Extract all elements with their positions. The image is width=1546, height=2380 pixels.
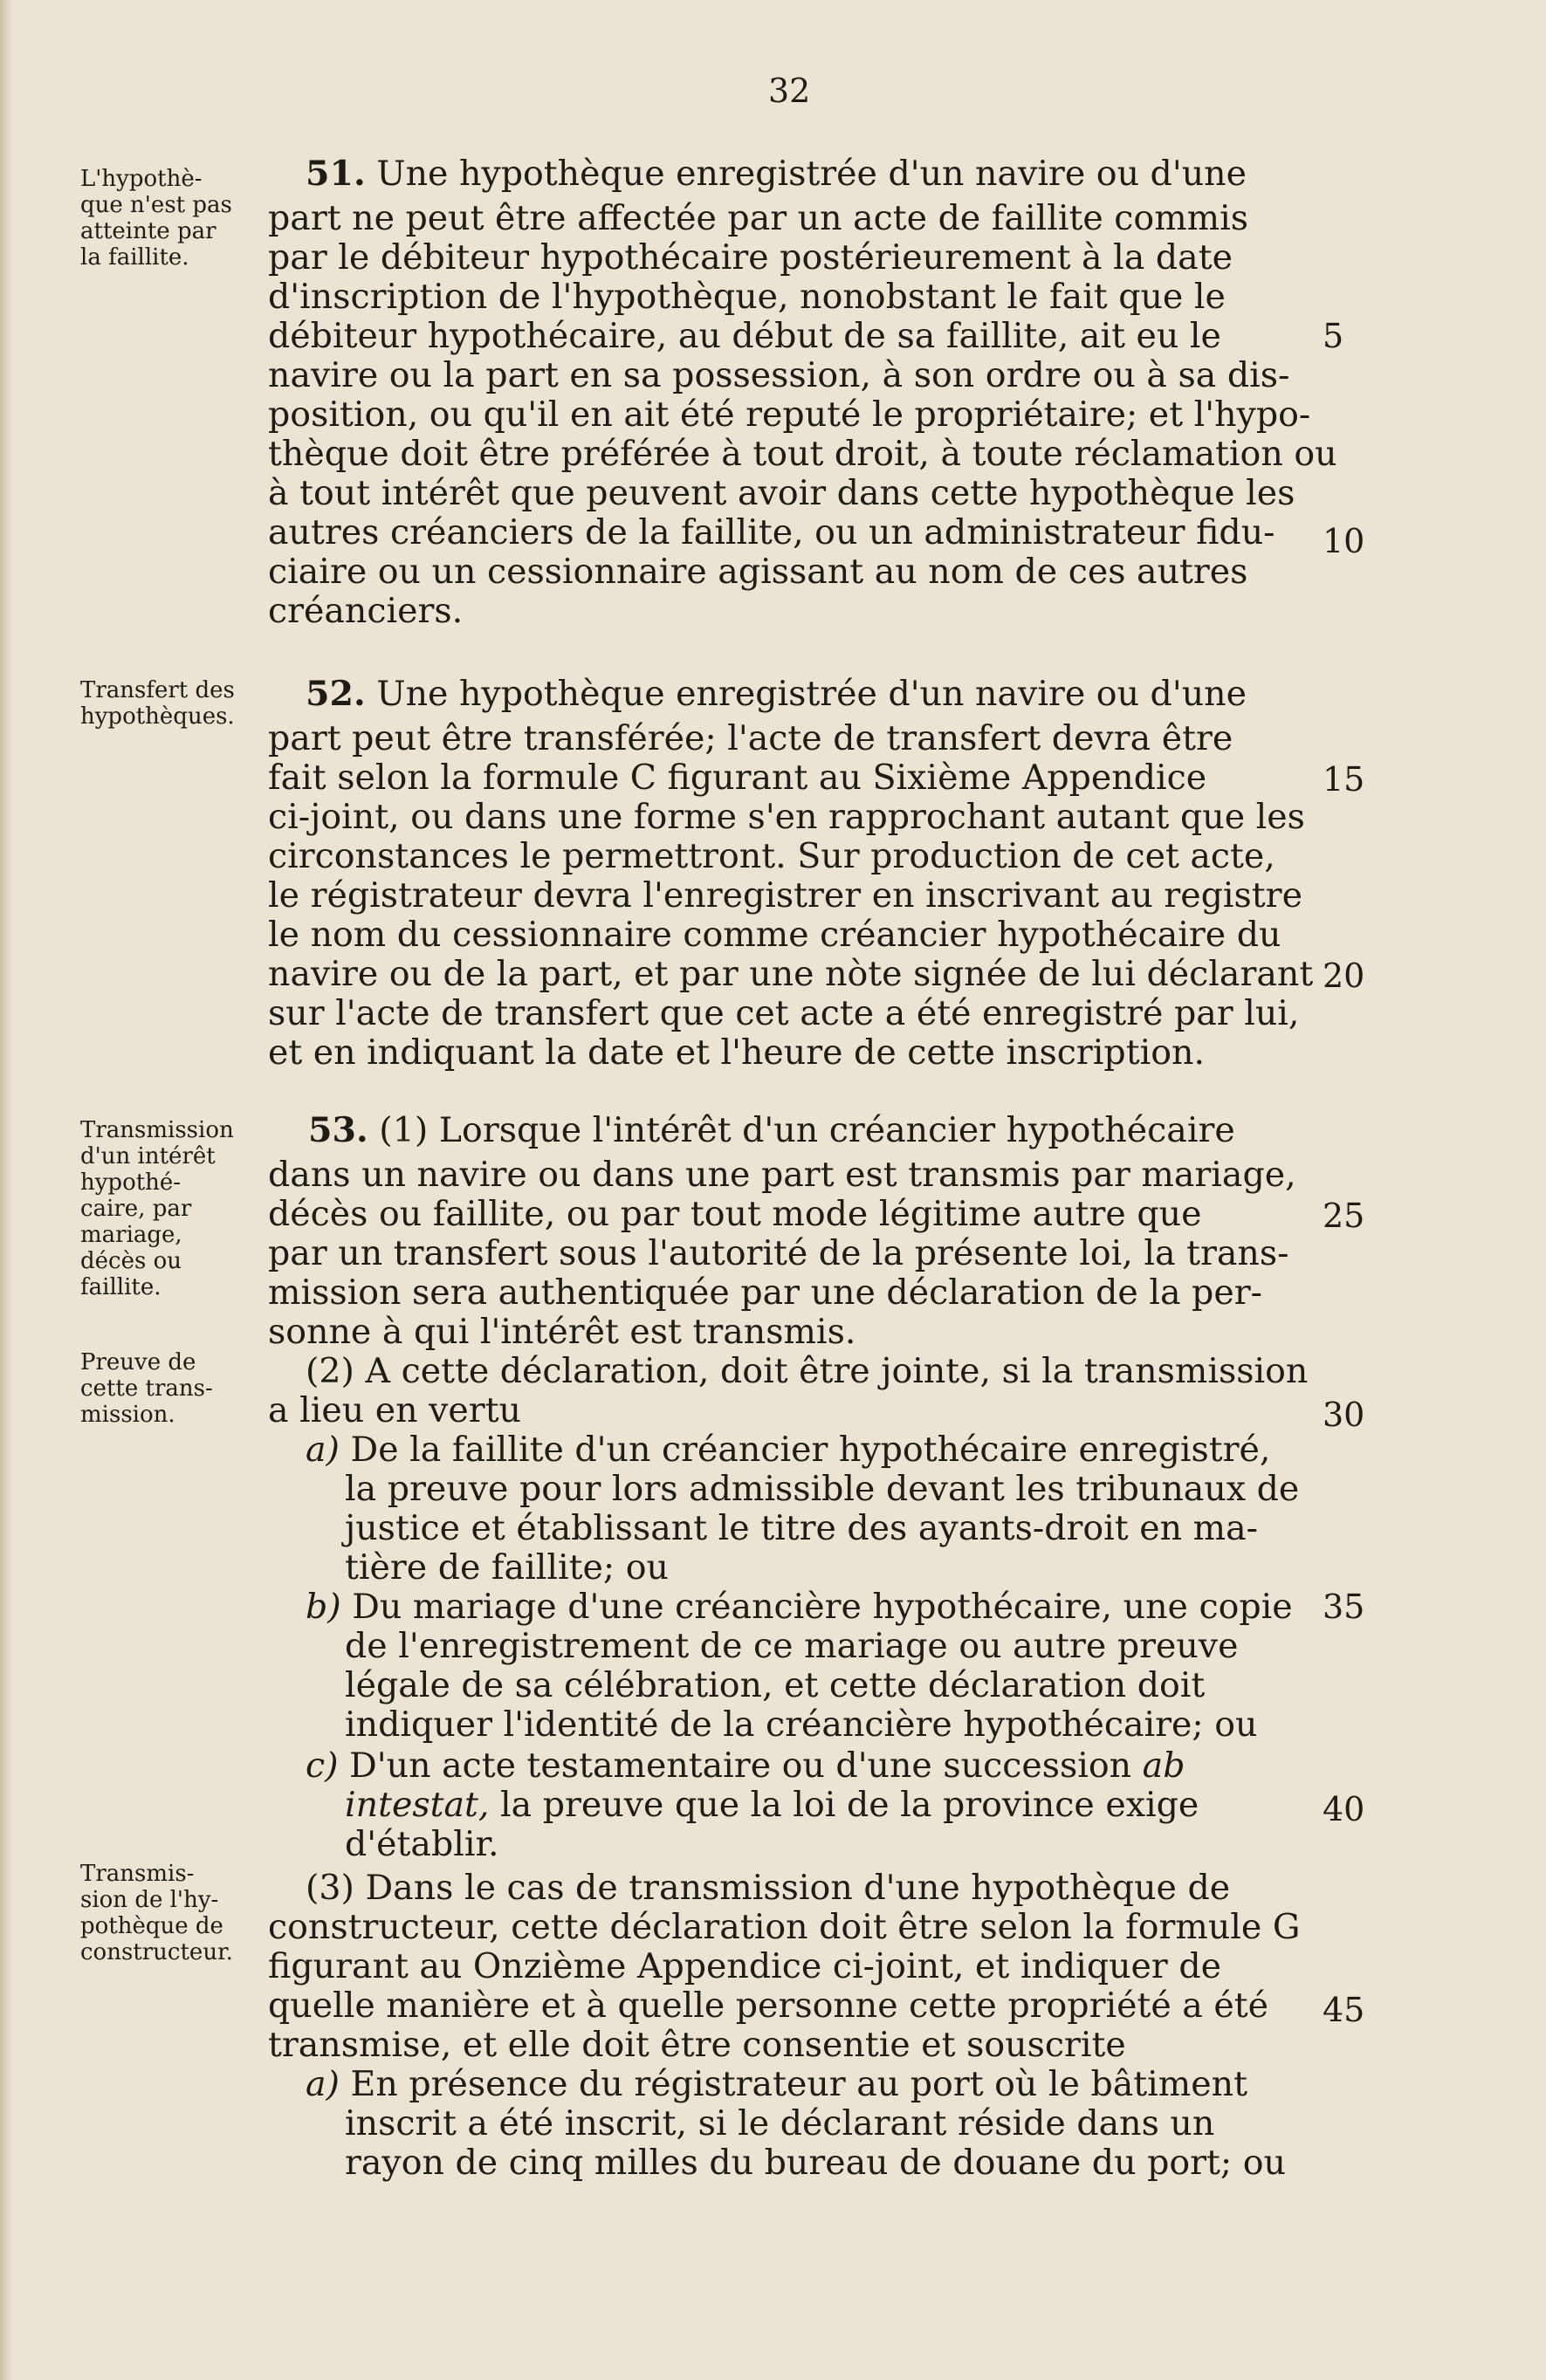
line-number: 40 [1323,1790,1365,1828]
margin-note: Transmis- sion de l'hy- pothèque de constructeur. [80,1861,233,1965]
text-line: ciaire ou un cessionnaire agissant au nom de ces autres [268,552,1248,592]
text-line: constructeur, cette déclaration doit être selon la formule G [268,1907,1301,1947]
text-line: quelle manière et à quelle personne cette propriété a été [268,1986,1269,2026]
list-item-line: a) De la faillite d'un créancier hypothécaire enregistré, [306,1430,1271,1470]
text-line: indiquer l'identité de la créancière hypothécaire; ou [345,1704,1258,1745]
text-line: par le débiteur hypothécaire postérieurement à la date [268,237,1233,278]
text-line: (2) A cette déclaration, doit être jointe, si la transmission [306,1351,1309,1391]
text-line: rayon de cinq milles du bureau de douane du port; ou [345,2143,1286,2183]
text-line: a lieu en vertu [268,1390,522,1430]
text-line: d'inscription de l'hypothèque, nonobstant le fait que le [268,277,1226,317]
list-item-line: c) D'un acte testamentaire ou d'une succession ab [306,1746,1185,1786]
text-line: 52. Une hypothèque enregistrée d'un navire ou d'une [306,674,1247,714]
section-number: 51. [306,154,366,194]
line-number: 30 [1323,1396,1365,1434]
section-number: 53. [308,1110,368,1150]
text-line: navire ou de la part, et par une nòte signée de lui déclarant [268,954,1314,994]
text-line: débiteur hypothécaire, au début de sa faillite, ait eu le [268,316,1221,356]
text-line: transmise, et elle doit être consentie et souscrite [268,2025,1126,2065]
text-line: décès ou faillite, ou par tout mode légitime autre que [268,1194,1202,1234]
text-line: circonstances le permettront. Sur production de cet acte, [268,836,1275,876]
text-line: 51. Une hypothèque enregistrée d'un navire ou d'une [306,154,1247,194]
text-line: le nom du cessionnaire comme créancier hypothécaire du [268,915,1281,955]
text-line: justice et établissant le titre des ayants-droit en ma- [345,1508,1258,1548]
text-line: par un transfert sous l'autorité de la présente loi, la trans- [268,1233,1289,1273]
list-item-line: a) En présence du régistrateur au port où le bâtiment [306,2064,1247,2104]
text-line: part peut être transférée; l'acte de transfert devra être [268,718,1233,758]
margin-note: L'hypothè- que n'est pas atteinte par la faillite. [80,166,232,271]
margin-note: Transfert des hypothèques. [80,677,235,730]
list-marker: a) [306,1430,340,1470]
text-line: dans un navire ou dans une part est transmis par mariage, [268,1155,1296,1195]
text-line: et en indiquant la date et l'heure de cette inscription. [268,1032,1205,1073]
text-line: la preuve pour lors admissible devant les tribunaux de [345,1469,1300,1509]
line-number: 10 [1323,522,1365,560]
list-item-line: b) Du mariage d'une créancière hypothécaire, une copie [306,1587,1293,1627]
section-number: 52. [306,674,366,714]
text-line: inscrit a été inscrit, si le déclarant réside dans un [345,2103,1215,2143]
list-marker: c) [306,1746,339,1786]
text-line: le régistrateur devra l'enregistrer en inscrivant au registre [268,875,1302,916]
line-number: 15 [1323,760,1365,799]
text-line: tière de faillite; ou [345,1547,669,1588]
text-line: fait selon la formule C figurant au Sixième Appendice [268,758,1207,798]
text-line: à tout intérêt que peuvent avoir dans cette hypothèque les [268,473,1295,513]
text-line: de l'enregistrement de ce mariage ou autre preuve [345,1626,1239,1666]
binding-shadow [0,0,12,2380]
text-line: position, ou qu'il en ait été reputé le propriétaire; et l'hypo- [268,394,1311,435]
text-line: navire ou la part en sa possession, à son ordre ou à sa dis- [268,355,1290,395]
line-number: 45 [1323,1991,1365,2029]
line-number: 25 [1323,1197,1365,1235]
line-number: 20 [1323,957,1365,995]
text-line: d'établir. [345,1824,499,1864]
text-line: figurant au Onzième Appendice ci-joint, et indiquer de [268,1946,1222,1986]
text-line: sonne à qui l'intérêt est transmis. [268,1312,856,1352]
line-number: 35 [1323,1588,1365,1626]
text-line: 53. (1) Lorsque l'intérêt d'un créancier hypothécaire [308,1110,1235,1150]
margin-note: Transmission d'un intérêt hypothé- caire, par mariage, décès ou faillite. [80,1117,234,1300]
text-line: part ne peut être affectée par un acte de faillite commis [268,198,1249,238]
text-line: (3) Dans le cas de transmission d'une hypothèque de [306,1868,1231,1908]
text-line: sur l'acte de transfert que cet acte a été enregistré par lui, [268,993,1300,1033]
text-line: ci-joint, ou dans une forme s'en rapprochant autant que les [268,797,1305,837]
margin-note: Preuve de cette trans- mission. [80,1349,213,1428]
text-line: intestat, la preuve que la loi de la province exige [345,1785,1199,1825]
text-line: créanciers. [268,591,464,631]
text-line: mission sera authentiquée par une déclaration de la per- [268,1272,1262,1313]
text-line: thèque doit être préférée à tout droit, à toute réclamation ou [268,434,1337,474]
list-marker: a) [306,2064,340,2104]
text-line: légale de sa célébration, et cette déclaration doit [345,1665,1206,1705]
page-number: 32 [768,72,811,110]
text-line: autres créanciers de la faillite, ou un administrateur fidu- [268,512,1275,552]
list-marker: b) [306,1587,341,1627]
line-number: 5 [1323,317,1344,355]
